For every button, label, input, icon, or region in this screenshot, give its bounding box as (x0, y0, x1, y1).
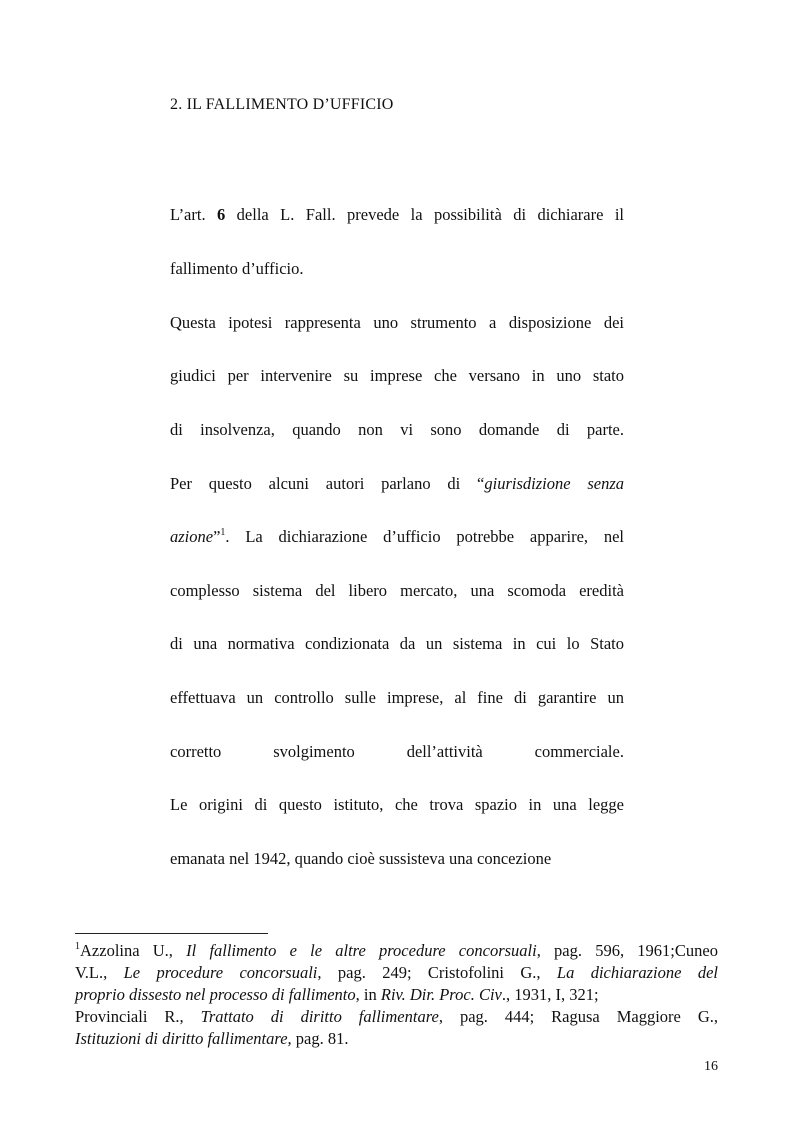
footnote-line-1 (75, 941, 718, 961)
body-line-8: complesso sistema del libero mercato, una scomoda eredità (170, 581, 624, 600)
footnote-mark: 1 (75, 941, 80, 952)
body-line-11 (170, 742, 624, 762)
citation-title: La dichiarazione del (556, 963, 718, 982)
word: svolgimento (273, 742, 355, 761)
citation-title: Le procedure concorsuali (123, 963, 318, 982)
italic-term: azione (170, 527, 214, 546)
body-line-12: Le origini di questo istituto, che trova spazio in una legge (170, 795, 624, 814)
body-line-13: emanata nel 1942, quando cioè sussisteva una concezione (170, 849, 552, 868)
footnote-line-5 (75, 1029, 718, 1049)
text-span: . La dichiarazione d’ufficio potrebbe apparire, nel (225, 527, 624, 546)
citation-title: Istituzioni di diritto fallimentare, (75, 1029, 292, 1048)
citation-title: Trattato di diritto fallimentare (200, 1007, 439, 1026)
footnote-line-4 (75, 1007, 718, 1027)
body-line-7 (170, 527, 624, 547)
text-span: , pag. 596, 1961;Cuneo (536, 941, 718, 960)
text-span: pag. 81. (291, 1029, 349, 1048)
body-line-9: di una normativa condizionata da un sistema in cui lo Stato (170, 634, 624, 653)
page-number: 16 (704, 1059, 718, 1074)
footnote-separator (75, 933, 268, 934)
text-span: , pag. 249; Cristofolini G., (317, 963, 557, 982)
section-heading: 2. IL FALLIMENTO D’UFFICIO (170, 96, 394, 113)
text-span: della L. Fall. prevede la possibilità di dichiarare il (225, 205, 624, 224)
word: corretto (170, 742, 222, 761)
body-line-4: giudici per intervenire su imprese che versano in uno stato (170, 366, 624, 385)
body-line-10: effettuava un controllo sulle imprese, al fine di garantire un (170, 688, 624, 707)
text-span: Per questo alcuni autori parlano di “ (170, 474, 485, 493)
journal-title: Riv. Dir. Proc. Civ (380, 985, 502, 1004)
body-line-1 (170, 205, 624, 225)
text-span: ” (213, 527, 221, 546)
word: dell’attività (406, 742, 483, 761)
footnote-reference[interactable]: 1 (220, 527, 226, 538)
text-span: V.L., (75, 963, 124, 982)
body-line-5: di insolvenza, quando non vi sono domande di parte. (170, 420, 624, 439)
text-span: Provinciali R., (75, 1007, 201, 1026)
word: commerciale. (534, 742, 624, 761)
text-span: Azzolina U., (80, 941, 187, 960)
article-number: 6 (217, 205, 226, 224)
text-span: L’art. (170, 205, 218, 224)
text-span: ., 1931, I, 321; (501, 985, 599, 1004)
footnote-line-2 (75, 963, 718, 983)
citation-title: proprio dissesto nel processo di fallimento (75, 985, 356, 1004)
body-line-2: fallimento d’ufficio. (170, 259, 304, 278)
text-span: , pag. 444; Ragusa Maggiore G., (438, 1007, 719, 1026)
footnote-line-3 (75, 985, 718, 1005)
italic-term: giurisdizione senza (484, 474, 625, 493)
citation-title: Il fallimento e le altre procedure concorsuali (186, 941, 537, 960)
body-line-6 (170, 474, 624, 494)
text-span: , in (355, 985, 381, 1004)
body-line-3: Questa ipotesi rappresenta uno strumento a disposizione dei (170, 313, 624, 332)
